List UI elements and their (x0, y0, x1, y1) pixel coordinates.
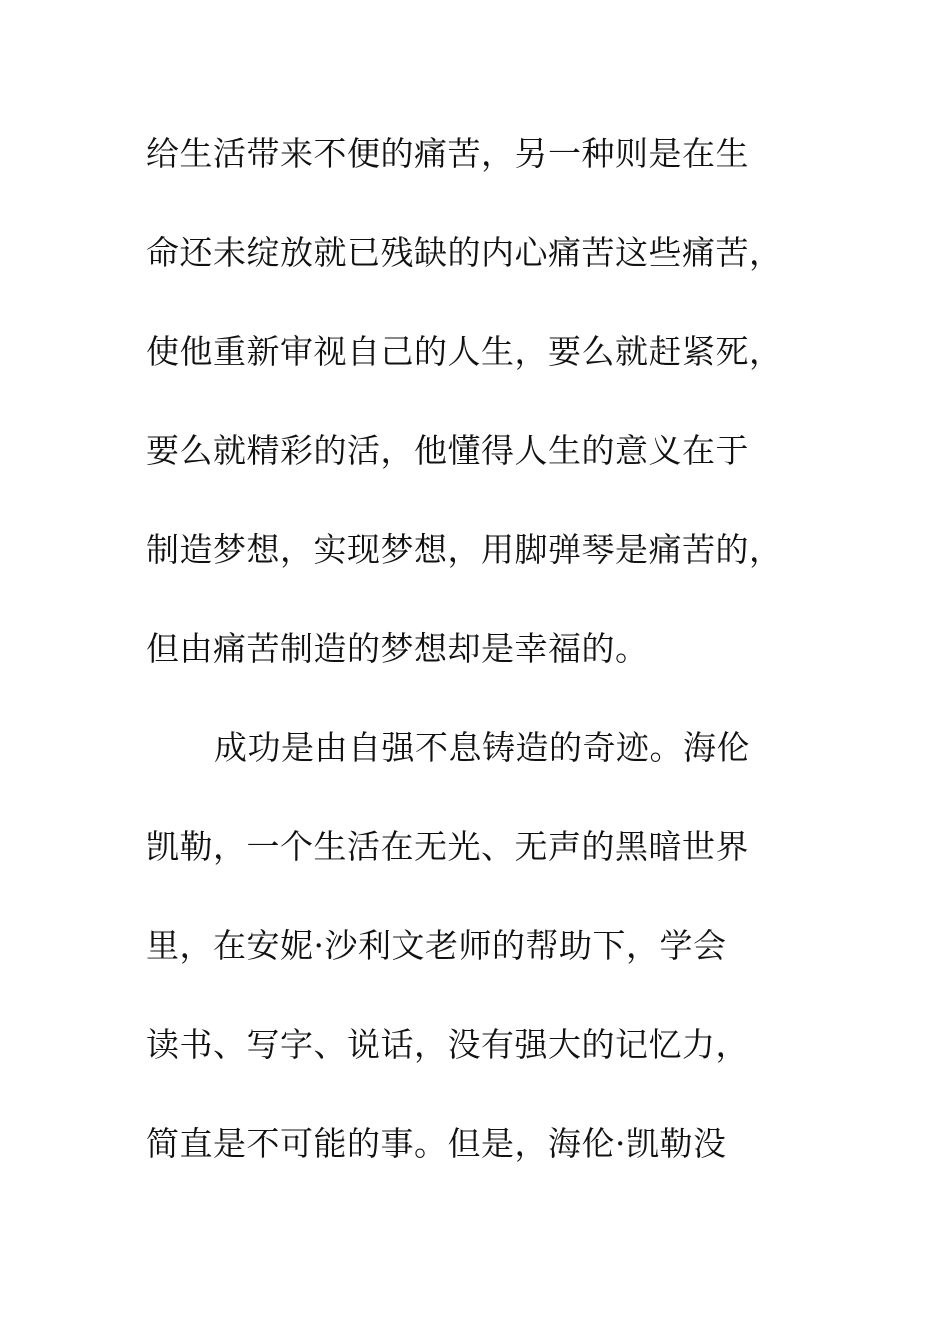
text-line: 要么就精彩的活，他懂得人生的意义在于 (146, 431, 749, 470)
text-line: 命还未绽放就已残缺的内心痛苦这些痛苦， (146, 233, 783, 272)
text-line: 使他重新审视自己的人生，要么就赶紧死， (146, 332, 783, 371)
text-line: 读书、写字、说话，没有强大的记忆力， (146, 1025, 749, 1064)
paragraph-start-line: 成功是由自强不息铸造的奇迹。海伦 (214, 728, 750, 767)
text-line: 但由痛苦制造的梦想却是幸福的。 (146, 629, 649, 668)
text-line: 制造梦想，实现梦想，用脚弹琴是痛苦的， (146, 530, 783, 569)
text-line: 简直是不可能的事。但是，海伦·凯勒没 (146, 1124, 727, 1163)
text-line: 凯勒，一个生活在无光、无声的黑暗世界 (146, 827, 749, 866)
body-text (146, 128, 806, 1217)
text-line: 给生活带来不便的痛苦，另一种则是在生 (146, 134, 749, 173)
text-line: 里，在安妮·沙利文老师的帮助下，学会 (146, 926, 727, 965)
